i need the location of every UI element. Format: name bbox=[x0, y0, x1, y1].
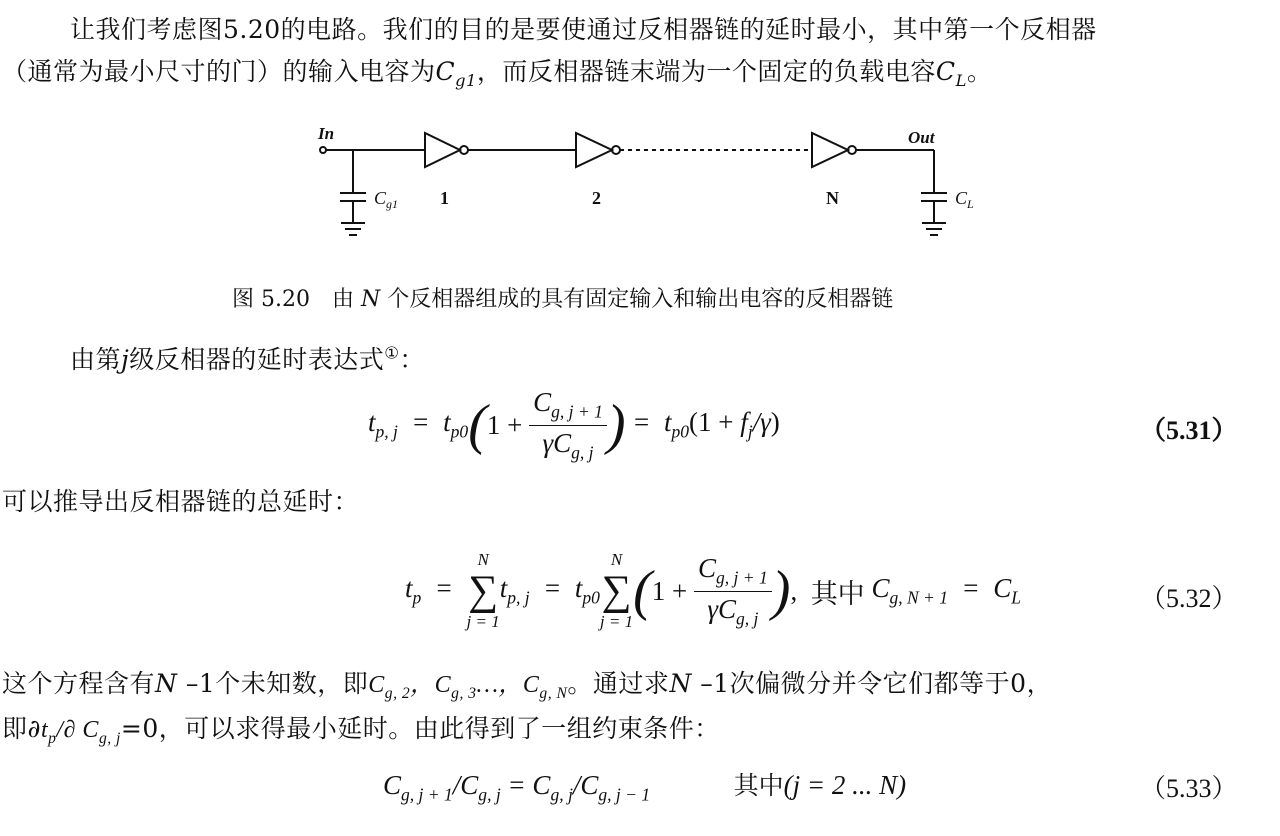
where-text: 其中 bbox=[733, 771, 784, 800]
n-symbol: N bbox=[669, 669, 692, 698]
text-segment: 。通过求 bbox=[567, 669, 670, 698]
where-text: 其中 bbox=[810, 578, 865, 609]
text-segment: 由第 bbox=[70, 345, 122, 374]
text-segment: 。 bbox=[966, 57, 993, 86]
caption-number: 图 5.20 bbox=[232, 287, 310, 312]
text-segment: 由 bbox=[331, 287, 354, 312]
equation-5-31: $t_{p, j} = t_{p0}$ ( 1 + $\frac{C_{g, j + 1}}{\gamma C_{g, j}}$ ) = $t_{p0}(1 + f_j/\gamma)$ bbox=[368, 387, 780, 462]
inverter-2-icon bbox=[576, 133, 612, 167]
out-label: Out bbox=[908, 128, 935, 147]
text-segment: –1次偏微分并令它们都等于0， bbox=[691, 669, 1053, 698]
paragraph-3: 可以推导出反相器链的总延时： bbox=[2, 487, 360, 516]
text-segment: （通常为最小尺寸的门）的输入电容为 bbox=[2, 57, 436, 86]
equation-number-5-33: （5.33） bbox=[1140, 774, 1238, 803]
cl-main: C bbox=[935, 57, 956, 86]
paragraph-4-line-1: 这个方程含有N –1个未知数，即$C_{g, 2}$，$C_{g, 3}\dots$，$C_{g, N}$。通过求N –1次偏微分并令它们都等于0， bbox=[2, 669, 1053, 702]
inverter-2-label: 2 bbox=[592, 188, 601, 208]
equation-5-33: $C_{g, j + 1}/C_{g, j} = C_{g, j}/C_{g, j - 1}$ 其中(j = 2 ... N) bbox=[383, 770, 907, 805]
text-segment: 这个方程含有 bbox=[2, 669, 156, 698]
inverter-1-label: 1 bbox=[440, 188, 449, 208]
equation-number-5-31: （5.31） bbox=[1140, 416, 1238, 445]
text-segment: 即∂ bbox=[2, 714, 41, 743]
caption-n: N bbox=[361, 287, 381, 312]
text-segment: =0，可以求得最小延时。由此得到了一组约束条件： bbox=[120, 714, 720, 743]
cl-sub: L bbox=[955, 71, 967, 90]
text-segment: –1个未知数，即 bbox=[177, 669, 369, 698]
text-segment: 个反相器组成的具有固定输入和输出电容的反相器链 bbox=[387, 287, 894, 312]
paragraph-line-1: 让我们考虑图5.20的电路。我们的目的是要使通过反相器链的延时最小，其中第一个反相器 bbox=[70, 15, 1097, 44]
cg1-label: $C_{g1}$ bbox=[374, 188, 399, 211]
n-symbol: N bbox=[155, 669, 178, 698]
paragraph-4-line-2: 即$\partial t_p/\partial$ $C_{g, j}=0$，可以求得最小延时。由此得到了一组约束条件： bbox=[2, 714, 720, 747]
inverter-chain-diagram bbox=[0, 125, 1280, 265]
inverter-n-icon bbox=[812, 133, 848, 167]
in-label: In bbox=[318, 125, 335, 143]
inverter-1-icon bbox=[425, 133, 460, 167]
figure-caption bbox=[232, 282, 893, 313]
text-segment: ，而反相器链末端为一个固定的负载电容 bbox=[476, 57, 936, 86]
paragraph-2 bbox=[70, 340, 425, 376]
cg1-main: C bbox=[435, 57, 456, 86]
footnote-mark: ① bbox=[384, 343, 400, 363]
text-segment: ： bbox=[399, 345, 425, 374]
paragraph-line-2 bbox=[2, 52, 992, 90]
inverter-n-label: N bbox=[826, 188, 839, 208]
cg1-sub: g1 bbox=[455, 71, 477, 90]
equation-number-5-32: （5.32） bbox=[1140, 584, 1238, 613]
text-segment: 级反相器的延时表达式 bbox=[129, 345, 385, 374]
range-text: (j = 2 ... N) bbox=[783, 770, 907, 800]
j-symbol: j bbox=[121, 345, 130, 374]
input-node bbox=[320, 147, 326, 153]
equation-5-32: $t_p$ = N ∑ j = 1 $t_{p, j} = t_{p0}$ N ∑ j = 1 ( 1 + $\frac{C_{g, j + 1}}{\gamma C_{g, j}}$ ) , 其中 $C_{g, N + 1} = C_L$ bbox=[405, 550, 1022, 631]
cg1-symbol bbox=[435, 57, 477, 90]
cl-symbol bbox=[935, 57, 967, 90]
cl-label: $C_L$ bbox=[955, 188, 974, 211]
